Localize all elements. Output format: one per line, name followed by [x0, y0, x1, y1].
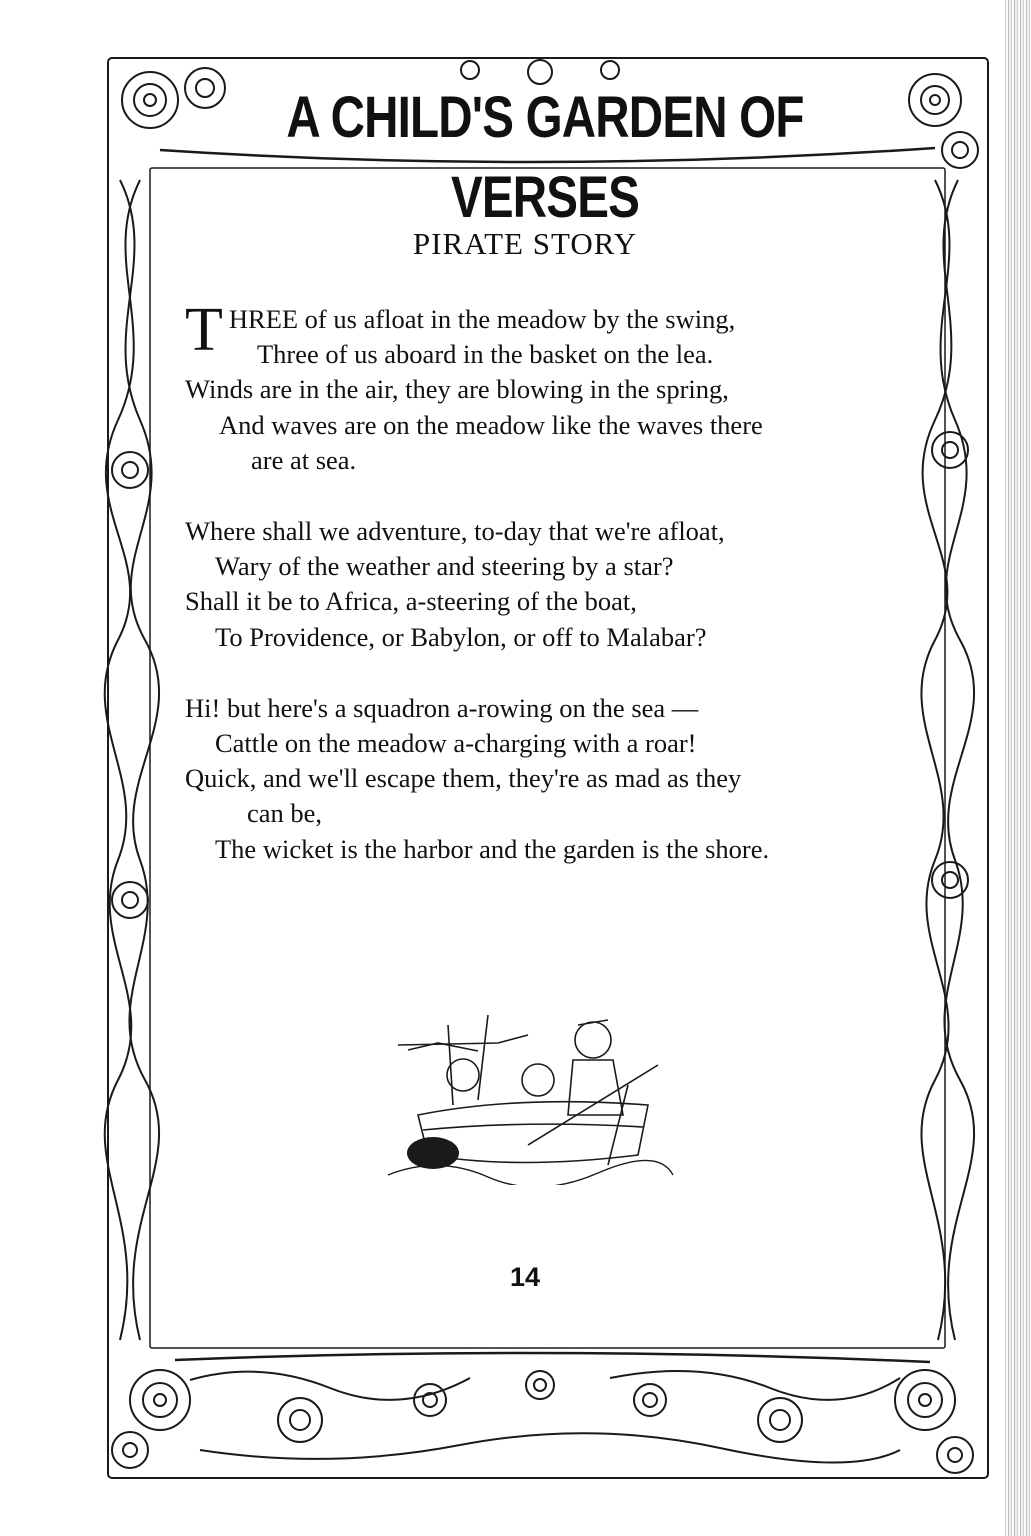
book-title: A CHILD'S GARDEN OF VERSES [286, 85, 804, 230]
poem-line: Cattle on the meadow a-charging with a roar! [215, 728, 697, 759]
stanza [185, 691, 885, 867]
poem-line: Quick, and we'll escape them, they're as mad as they [185, 763, 742, 794]
poem-line: Winds are in the air, they are blowing in the spring, [185, 374, 729, 405]
poem-line: Wary of the weather and steering by a star? [215, 551, 674, 582]
poem-line: Three of us aboard in the basket on the lea. [257, 339, 714, 370]
poem-line: To Providence, or Babylon, or off to Malabar? [215, 621, 707, 652]
poem-line: Shall it be to Africa, a-steering of the boat, [185, 586, 637, 617]
poem-line: And waves are on the meadow like the waves there [219, 409, 763, 440]
poem-line: THREE of us afloat in the meadow by the swing, [185, 296, 736, 364]
children-in-basket-boat-illustration [378, 1005, 678, 1185]
poem-line: Where shall we adventure, to-day that we're afloat, [185, 516, 725, 547]
poem-line: can be, [247, 798, 323, 829]
stanza [185, 296, 885, 478]
poem-line: The wicket is the harbor and the garden is the shore. [215, 833, 770, 864]
poem-title: PIRATE STORY [412, 226, 638, 261]
stanza [185, 514, 885, 655]
poem-line: Hi! but here's a squadron a-rowing on the sea — [185, 692, 699, 723]
poem-body [185, 296, 885, 903]
drop-cap: T [185, 296, 223, 364]
page-number: 14 [509, 1262, 541, 1292]
poem-line: are at sea. [251, 444, 357, 475]
